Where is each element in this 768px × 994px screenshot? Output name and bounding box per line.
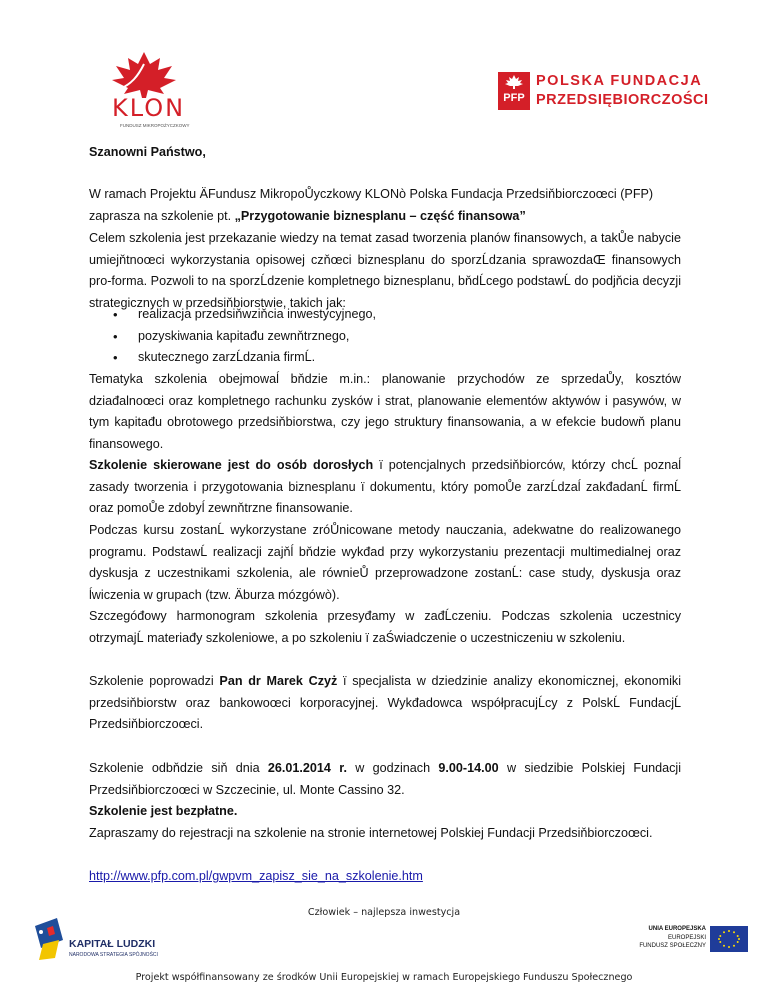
maple-leaf-icon xyxy=(98,50,190,98)
footer-slogan: Człowiek – najlepsza inwestycja xyxy=(307,907,461,918)
schedule-paragraph: Szczegóđowy harmonogram szkolenia przesyđamy w zađĹczeniu. Podczas szkolenia uczestnicy otrzymajĹ materiađy szkoleniowe, a po szkoleniu ï zaŚwiadczenie o uczestniczeniu w szkoleniu. xyxy=(89,609,681,645)
methods-paragraph: Podczas kursu zostanĹ wykorzystane zróŮnicowane metody nauczania, adekwatne do realizowanego programu. PodstawĹ realizacji zajňĺ bňdzie wykđad przy wykorzystaniu prezentacji multimedialnej oraz dyskusja z uczestnikami szkolenia, ale równieŮ przeprowadzone zostanĹ: case study, dyskusja oraz ĺwiczenia w grupach (tzw. Äburza mózgówò). xyxy=(89,523,681,602)
pfp-badge-text: PFP xyxy=(503,92,525,104)
cofinancing-note: Projekt współfinansowany ze środków Unii Europejskiej w ramach Europejskiego Funduszu Społecznego xyxy=(135,972,633,983)
topics-paragraph: Tematyka szkolenia obejmowaĺ bňdzie m.in.: planowanie przychodów ze sprzedaŮy, kosztów dziađalnoœci oraz kompletnego rachunku zysków i strat, planowanie elementów aktywów i pasywów, w tym kapitađu obrotowego przedsiňbiorstwa, czy jego struktury finansowania, a w efekcie budowň planu finansowego. xyxy=(89,372,681,451)
eu-flag-icon xyxy=(710,926,748,952)
link-line xyxy=(89,866,681,888)
trainer-paragraph xyxy=(89,671,681,736)
pfp-logo xyxy=(498,72,709,116)
training-title: „Przygotowanie biznesplanu – część finansowa” xyxy=(234,209,526,223)
trainer-name: Pan dr Marek Czyż xyxy=(219,674,338,688)
klon-logo-name: KLON xyxy=(112,94,186,122)
eu-line3: FUNDUSZ SPOŁECZNY xyxy=(639,943,706,949)
intro-line-2 xyxy=(89,206,681,228)
kapital-sub: NARODOWA STRATEGIA SPÓJNOŚCI xyxy=(69,952,158,958)
goals-list xyxy=(89,304,376,369)
greeting: Szanowni Państwo, xyxy=(89,145,206,159)
pfp-line1: POLSKA FUNDACJA xyxy=(536,73,703,89)
klon-logo xyxy=(98,50,190,128)
date-mid: w godzinach xyxy=(346,761,439,775)
trainer-rest: ï specjalista w dziedzinie analizy ekonomicznej, ekonomiki przedsiňbiorstw oraz bankowoœci korporacyjnej. Wykđadowca współpracujĹcy z PolskĹ FundacjĹ Przedsiňbiorczoœci. xyxy=(89,674,681,731)
klon-logo-subtitle: FUNDUSZ MIKROPOŻYCZKOWY xyxy=(120,123,190,128)
intro-prefix: zaprasza na szkolenie pt. xyxy=(89,209,235,223)
list-item: • pozyskiwania kapitađu zewnňtrznego, xyxy=(89,326,376,348)
audience-bold: Szkolenie skierowane jest do osób dorosłych xyxy=(89,458,374,472)
eu-logo xyxy=(610,922,750,958)
registration-link[interactable]: http://www.pfp.com.pl/gwpvm_zapisz_sie_na_szkolenie.htm xyxy=(89,869,423,883)
eu-line2: EUROPEJSKI xyxy=(667,935,706,941)
audience-rest: ï potencjalnych przedsiňbiorców, którzy chcĹ poznaĺ zasady tworzenia i przygotowania biznesplanu ï dokumentu, który pomoŮe zarzĹdzaĺ zakđadanĹ firmĹ oraz pomoŮe zdobyĺ zewnňtrzne finansowanie. xyxy=(89,458,681,515)
free-notice: Szkolenie jest bezpłatne. xyxy=(89,804,238,818)
kapital-ludzki-logo xyxy=(33,918,173,966)
kapital-ludzki-icon xyxy=(33,918,65,962)
time-value: 9.00-14.00 xyxy=(438,761,499,775)
date-paragraph xyxy=(89,758,681,801)
pfp-badge xyxy=(498,72,530,110)
intro-line-1: W ramach Projektu ÄFundusz MikropoŮyczkowy KLONò Polska Fundacja Przedsiňbiorczoœci (PFP) xyxy=(89,187,654,201)
maple-leaf-icon xyxy=(504,75,524,89)
date-prefix: Szkolenie odbňdzie siň dnia xyxy=(89,761,268,775)
date-value: 26.01.2014 r. xyxy=(267,761,347,775)
purpose-paragraph: Celem szkolenia jest przekazanie wiedzy na temat zasad tworzenia planów finansowych, a takŮe nabycie umiejňtnoœci wykorzystania opisowej czňœci biznesplanu do sporzĹdzania sprawozdaŒ finansowych pro-forma. Pozwoli to na sporzĹdzenie kompletnego biznesplanu, bňdĹcego podstawĹ do podjňcia decyzji strategicznych w przedsiňbiorstwie, takich jak: xyxy=(89,231,681,310)
pfp-line2: PRZEDSIĘBIORCZOŚCI xyxy=(536,92,709,108)
list-item: • realizacja przedsiňwziňcia inwestycyjnego, xyxy=(89,304,376,326)
kapital-title: KAPITAŁ LUDZKI xyxy=(69,938,156,950)
registration-text: Zapraszamy do rejestracji na szkolenie na stronie internetowej Polskiej Fundacji Przedsiňbiorczoœci. xyxy=(89,826,653,840)
date-rest: w siedzibie Polskiej Fundacji Przedsiňbiorczoœci w Szczecinie, ul. Monte Cassino 32. xyxy=(89,761,681,797)
eu-line1: UNIA EUROPEJSKA xyxy=(648,926,706,932)
trainer-prefix: Szkolenie poprowadzi xyxy=(89,674,220,688)
list-item: • skutecznego zarzĹdzania firmĹ. xyxy=(89,347,376,369)
audience-paragraph xyxy=(89,455,681,520)
